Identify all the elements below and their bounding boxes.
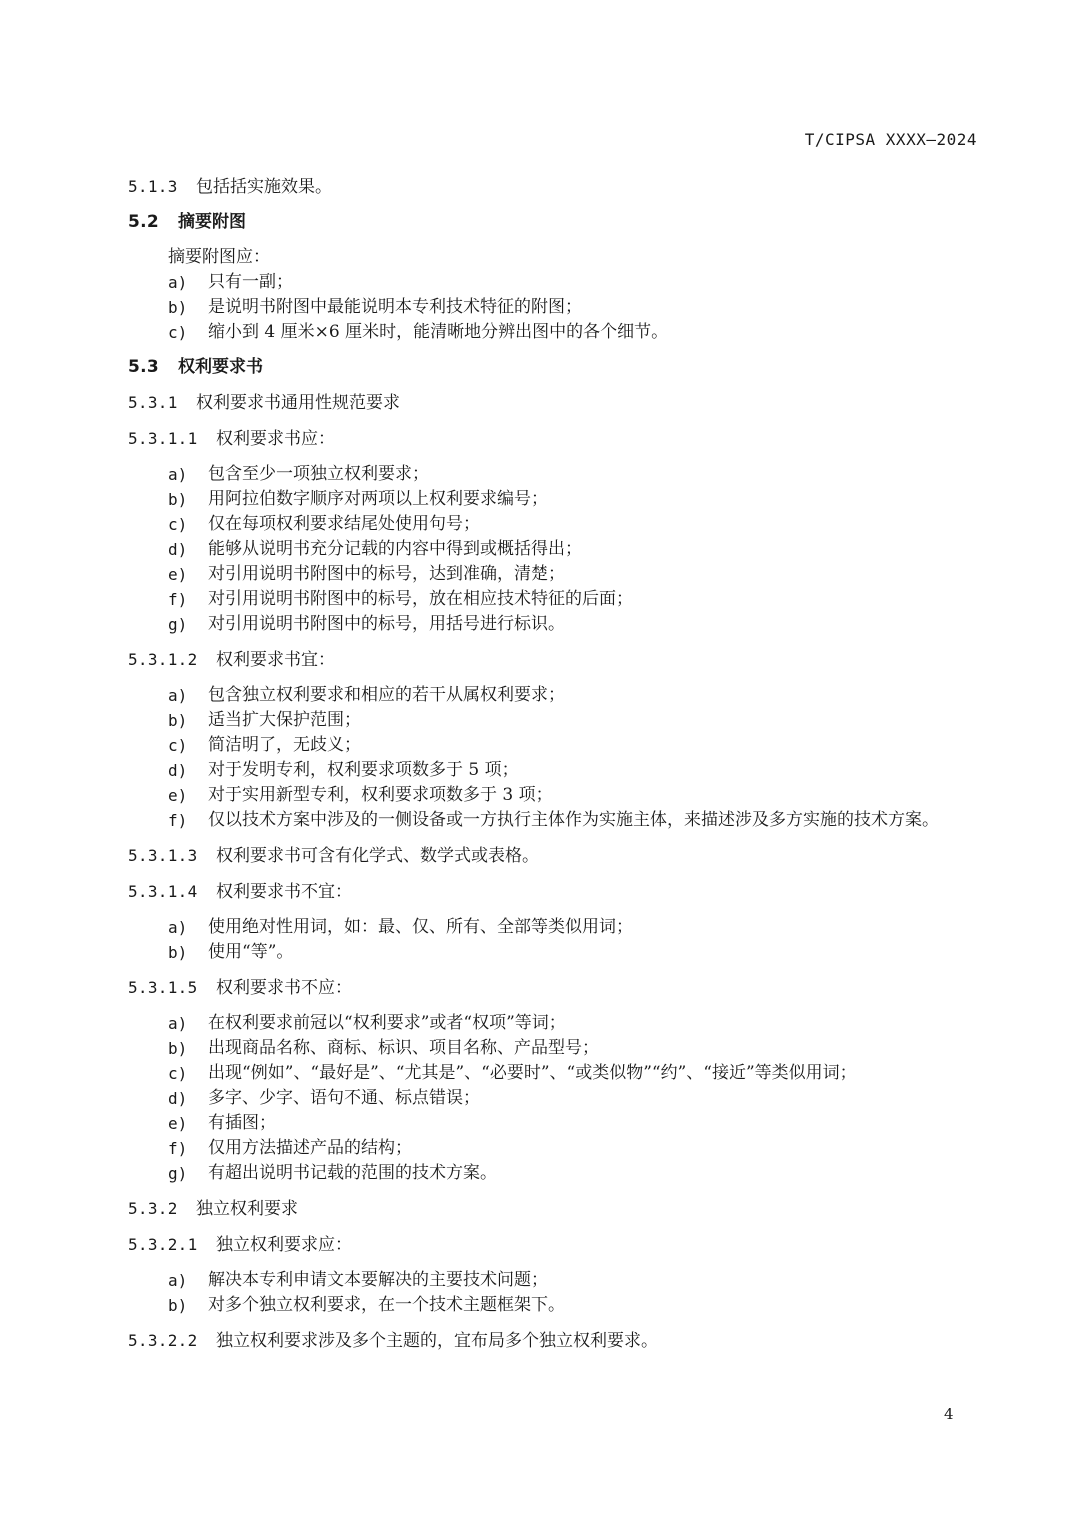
list-marker: b) [168,298,188,317]
list-item [128,612,980,637]
list-item [128,487,980,512]
list-marker: a) [168,1014,188,1033]
list-marker: f) [168,1139,188,1158]
list-marker: d) [168,1089,188,1108]
list-item-text: 仅在每项权利要求结尾处使用句号； [208,514,480,534]
list-item [128,462,980,487]
list-item [128,758,980,783]
clause-number: 5.3.1.2 [128,650,198,669]
list-item-text: 在权利要求前冠以“权利要求”或者“权项”等词； [208,1013,566,1033]
list-item [128,683,980,708]
clause-number: 5.3.2.1 [128,1235,198,1254]
document-code: T/CIPSA XXXX—2024 [804,130,977,149]
list-marker: a) [168,465,188,484]
list-item [128,1136,980,1161]
list-marker: e) [168,786,188,805]
clause-5-3-2-1-list [128,1268,980,1318]
list-marker: c) [168,1064,188,1083]
list-marker: b) [168,490,188,509]
list-item-text: 出现商品名称、商标、标识、项目名称、产品型号； [208,1038,599,1058]
list-marker: f) [168,590,188,609]
clause-text: 独立权利要求涉及多个主题的，宜布局多个独立权利要求。 [216,1331,658,1351]
list-marker: a) [168,686,188,705]
section-number: 5.3 [128,357,160,377]
list-item-text: 适当扩大保护范围； [208,710,361,730]
list-item-text: 对多个独立权利要求，在一个技术主题框架下。 [208,1295,565,1315]
list-item-text: 有插图； [208,1113,276,1133]
list-marker: d) [168,540,188,559]
list-item-text: 用阿拉伯数字顺序对两项以上权利要求编号； [208,489,548,509]
list-item [128,295,980,320]
list-item-text: 对于实用新型专利，权利要求项数多于 3 项； [208,785,553,805]
list-marker: g) [168,1164,188,1183]
clause-text: 独立权利要求应： [216,1235,352,1255]
section-5-2-list [128,270,980,345]
clause-5-3-2-2 [128,1328,980,1354]
section-title: 摘要附图 [178,212,246,232]
list-item-text: 仅用方法描述产品的结构； [208,1138,412,1158]
list-item [128,1086,980,1111]
list-marker: f) [168,811,188,830]
clause-5-3-1-4-list [128,915,980,965]
list-marker: d) [168,761,188,780]
clause-5-3-1-4 [128,879,980,905]
list-marker: g) [168,615,188,634]
list-item [128,708,980,733]
list-item [128,783,980,808]
clause-text: 权利要求书可含有化学式、数学式或表格。 [216,846,539,866]
clause-5-3-1-2-list [128,683,980,833]
list-marker: b) [168,943,188,962]
clause-number: 5.3.2.2 [128,1331,198,1350]
list-marker: b) [168,711,188,730]
list-item [128,733,980,758]
list-item [128,1161,980,1186]
clause-5-3-1-3 [128,843,980,869]
list-marker: e) [168,565,188,584]
clause-text: 权利要求书通用性规范要求 [196,393,400,413]
clause-5-3-1-2 [128,647,980,673]
list-item [128,1293,980,1318]
clause-number: 5.3.1.5 [128,978,198,997]
clause-5-3-2-1 [128,1232,980,1258]
list-item [128,512,980,537]
list-marker: a) [168,273,188,292]
list-item-text: 能够从说明书充分记载的内容中得到或概括得出； [208,539,582,559]
clause-number: 5.1.3 [128,177,178,196]
list-item-text: 简洁明了，无歧义； [208,735,361,755]
list-item [128,915,980,940]
list-item-text: 对引用说明书附图中的标号，用括号进行标识。 [208,614,565,634]
list-marker: c) [168,515,188,534]
list-item [128,1036,980,1061]
clause-5-3-1-1-list [128,462,980,637]
list-item-text: 是说明书附图中最能说明本专利技术特征的附图； [208,297,582,317]
section-5-2-intro: 摘要附图应： [168,247,270,267]
list-item-text: 包含独立权利要求和相应的若干从属权利要求； [208,685,565,705]
section-5-2-heading [128,210,980,235]
list-marker: c) [168,736,188,755]
list-item [128,808,980,833]
section-5-3-heading [128,355,980,380]
list-item [128,270,980,295]
section-title: 权利要求书 [178,357,263,377]
list-item [128,940,980,965]
list-item-text: 解决本专利申请文本要解决的主要技术问题； [208,1270,548,1290]
list-item [128,320,980,345]
list-item-text: 缩小到 4 厘米×6 厘米时，能清晰地分辨出图中的各个细节。 [208,322,669,342]
clause-5-3-2 [128,1196,980,1222]
list-item-text: 只有一副； [208,272,293,292]
list-item-text: 仅以技术方案中涉及的一侧设备或一方执行主体作为实施主体，来描述涉及多方实施的技术方案。 [208,810,939,830]
clause-number: 5.3.1.3 [128,846,198,865]
list-item-text: 出现“例如”、“最好是”、“尤其是”、“必要时”、“或类似物”“约”、“接近”等类似用词； [208,1063,857,1083]
list-item-text: 使用“等”。 [208,942,294,962]
list-item [128,1111,980,1136]
clause-text: 权利要求书不应： [216,978,352,998]
clause-text: 权利要求书不宜： [216,882,352,902]
list-item [128,587,980,612]
list-marker: c) [168,323,188,342]
list-marker: a) [168,918,188,937]
list-item [128,1061,980,1086]
list-item-text: 对引用说明书附图中的标号，放在相应技术特征的后面； [208,589,633,609]
list-item-text: 对于发明专利，权利要求项数多于 5 项； [208,760,519,780]
list-item-text: 使用绝对性用词，如：最、仅、所有、全部等类似用词； [208,917,633,937]
clause-5-3-1-5 [128,975,980,1001]
clause-number: 5.3.1.4 [128,882,198,901]
clause-text: 独立权利要求 [196,1199,298,1219]
list-item-text: 对引用说明书附图中的标号，达到准确，清楚； [208,564,565,584]
list-item [128,537,980,562]
document-body [128,174,980,1364]
clause-5-1-3 [128,174,980,200]
page-number: 4 [944,1405,954,1423]
clause-text: 包括括实施效果。 [196,177,332,197]
list-item-text: 包含至少一项独立权利要求； [208,464,429,484]
list-item-text: 有超出说明书记载的范围的技术方案。 [208,1163,497,1183]
clause-5-3-1-5-list [128,1011,980,1186]
section-number: 5.2 [128,212,160,232]
clause-5-3-1 [128,390,980,416]
list-marker: e) [168,1114,188,1133]
clause-number: 5.3.2 [128,1199,178,1218]
list-item [128,1011,980,1036]
list-marker: a) [168,1271,188,1290]
clause-5-3-1-1 [128,426,980,452]
clause-text: 权利要求书应： [216,429,335,449]
list-item [128,562,980,587]
list-marker: b) [168,1296,188,1315]
clause-number: 5.3.1.1 [128,429,198,448]
list-item-text: 多字、少字、语句不通、标点错误； [208,1088,480,1108]
clause-text: 权利要求书宜： [216,650,335,670]
clause-number: 5.3.1 [128,393,178,412]
list-marker: b) [168,1039,188,1058]
list-item [128,1268,980,1293]
